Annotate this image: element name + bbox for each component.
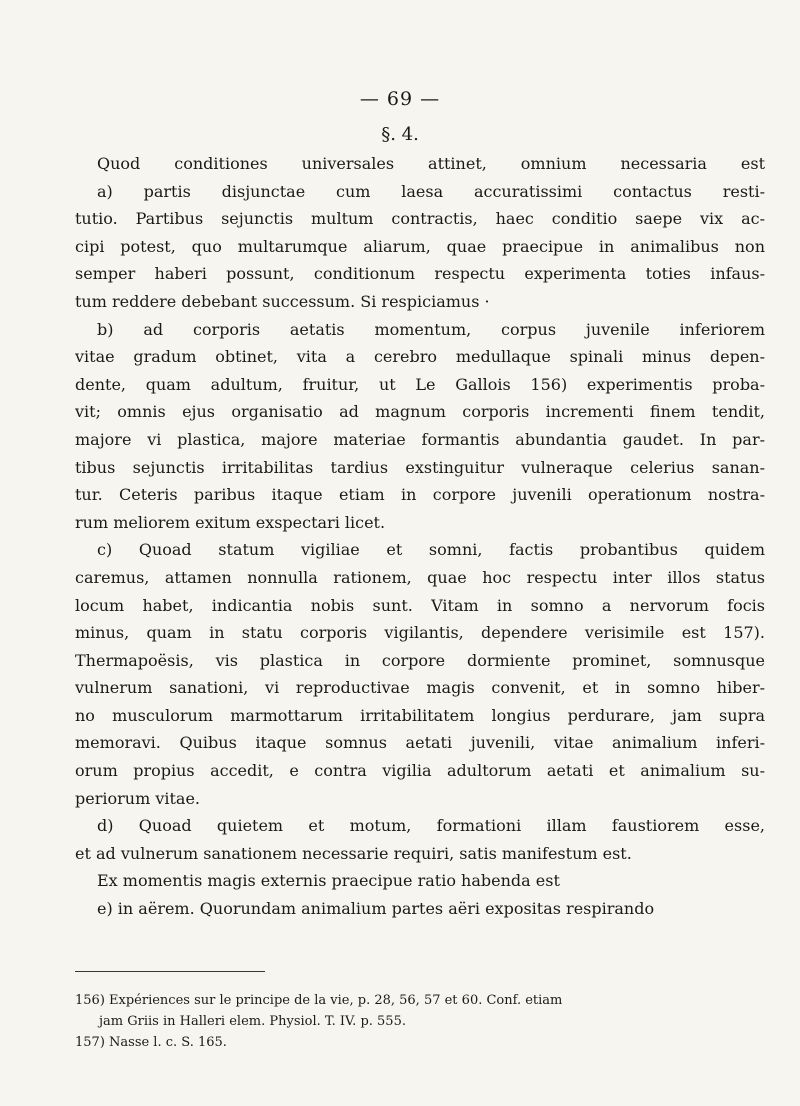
text-line: periorum vitae. bbox=[75, 788, 200, 808]
text-line: orum propius accedit, e contra vigilia adultorum aetati et animalium su- bbox=[75, 761, 765, 781]
text-line: Thermapoësis, vis plastica in corpore dormiente prominet, somnusque bbox=[75, 650, 765, 670]
footnote-156: 156) Expériences sur le principe de la vie, p. 28, 56, 57 et 60. Conf. etiam bbox=[75, 993, 563, 1008]
text-line: memoravi. Quibus itaque somnus aetati juvenili, vitae animalium inferi- bbox=[75, 733, 765, 753]
text-line: c) Quoad statum vigiliae et somni, factis probantibus quidem bbox=[97, 540, 765, 560]
text-line: no musculorum marmottarum irritabilitatem longius perdurare, jam supra bbox=[75, 705, 765, 725]
text-line: tutio. Partibus sejunctis multum contractis, haec conditio saepe vix ac- bbox=[75, 209, 765, 229]
text-line: tum reddere debebant successum. Si respiciamus · bbox=[75, 291, 490, 311]
footnotes bbox=[75, 990, 765, 1053]
text-line: tur. Ceteris paribus itaque etiam in corpore juvenili operationum nostra- bbox=[75, 485, 765, 505]
text-line: et ad vulnerum sanationem necessarie requiri, satis manifestum est. bbox=[75, 843, 632, 863]
text-line: majore vi plastica, majore materiae formantis abundantia gaudet. In par- bbox=[75, 429, 765, 449]
text-line: b) ad corporis aetatis momentum, corpus juvenile inferiorem bbox=[97, 319, 765, 339]
footnote-divider bbox=[75, 971, 265, 972]
text-line: semper haberi possunt, conditionum respectu experimenta toties infaus- bbox=[75, 264, 765, 284]
page-number: — 69 — bbox=[359, 88, 441, 110]
text-line: minus, quam in statu corporis vigilantis, dependere verisimile est 157). bbox=[75, 623, 765, 643]
text-line: Quod conditiones universales attinet, omnium necessaria est bbox=[97, 154, 765, 173]
body-text bbox=[75, 150, 765, 923]
section-heading: §. 4. bbox=[381, 124, 419, 145]
text-line: cipi potest, quo multarumque aliarum, quae praecipue in animalibus non bbox=[75, 236, 765, 256]
text-line: rum meliorem exitum exspectari licet. bbox=[75, 512, 386, 532]
text-line: caremus, attamen nonnulla rationem, quae hoc respectu inter illos status bbox=[75, 567, 765, 587]
text-line: a) partis disjunctae cum laesa accuratissimi contactus resti- bbox=[97, 181, 765, 201]
text-line: locum habet, indicantia nobis sunt. Vitam in somno a nervorum focis bbox=[75, 595, 765, 615]
text-line: dente, quam adultum, fruitur, ut Le Gallois 156) experimentis proba- bbox=[75, 374, 765, 394]
text-line: e) in aërem. Quorundam animalium partes aëri expositas respirando bbox=[97, 899, 655, 919]
footnote-156-continued: jam Griis in Halleri elem. Physiol. T. IV. p. 555. bbox=[99, 1014, 406, 1029]
footnote-157: 157) Nasse l. c. S. 165. bbox=[75, 1035, 227, 1050]
text-line: vulnerum sanationi, vi reproductivae magis convenit, et in somno hiber- bbox=[75, 678, 765, 698]
text-line: vit; omnis ejus organisatio ad magnum corporis incrementi finem tendit, bbox=[75, 402, 765, 422]
text-line: Ex momentis magis externis praecipue ratio habenda est bbox=[97, 871, 560, 891]
text-line: vitae gradum obtinet, vita a cerebro medullaque spinali minus depen- bbox=[75, 347, 765, 367]
text-line: tibus sejunctis irritabilitas tardius exstinguitur vulneraque celerius sanan- bbox=[75, 457, 765, 477]
text-line: d) Quoad quietem et motum, formationi illam faustiorem esse, bbox=[97, 816, 765, 836]
